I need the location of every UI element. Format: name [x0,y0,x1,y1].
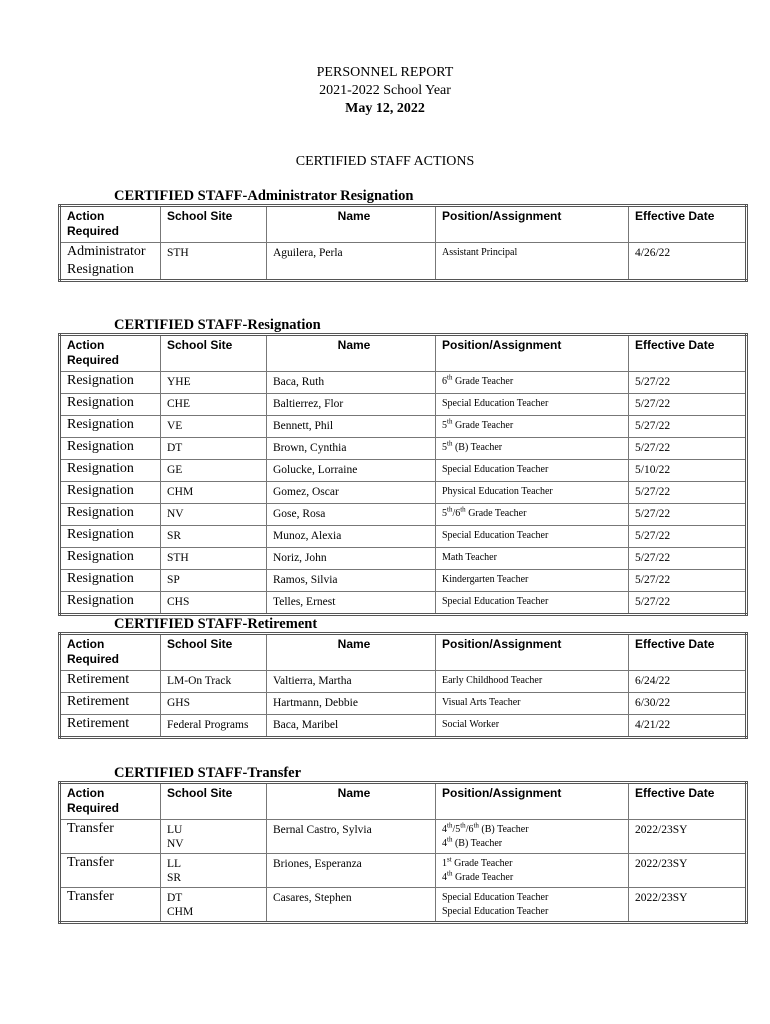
position-cell: Special Education Teacher [436,526,629,548]
name-cell: Telles, Ernest [267,592,436,615]
col-position-header: Position/Assignment [436,335,629,372]
position-cell: 4th/5th/6th (B) Teacher 4th (B) Teacher [436,820,629,854]
section-title-retirement: CERTIFIED STAFF-Retirement [114,616,318,632]
date-cell: 5/27/22 [629,504,747,526]
action-cell: Resignation [60,592,161,615]
action-cell: Administrator Resignation [60,243,161,281]
date-cell: 5/27/22 [629,372,747,394]
table-row [60,416,747,438]
col-date-header: Effective Date [629,634,747,671]
action-cell: Transfer [60,854,161,888]
name-cell: Valtierra, Martha [267,671,436,693]
site-cell: GHS [161,693,267,715]
date-cell: 5/27/22 [629,570,747,592]
report-date: May 12, 2022 [345,101,425,116]
site-cell: CHS [161,592,267,615]
table-row [60,592,747,615]
name-cell: Aguilera, Perla [267,243,436,281]
table-row [60,671,747,693]
name-cell: Bennett, Phil [267,416,436,438]
position-cell: Math Teacher [436,548,629,570]
col-position-header: Position/Assignment [436,783,629,820]
name-cell: Baca, Ruth [267,372,436,394]
table-row [60,570,747,592]
col-action-header: Action Required [60,783,161,820]
position-cell: Special Education Teacher Special Education Teacher [436,888,629,923]
table-header-row [60,783,747,820]
col-action-header: Action Required [60,634,161,671]
date-cell: 5/27/22 [629,416,747,438]
action-cell: Resignation [60,504,161,526]
table-header-row [60,206,747,243]
name-cell: Casares, Stephen [267,888,436,923]
position-cell: Special Education Teacher [436,592,629,615]
name-cell: Baltierrez, Flor [267,394,436,416]
section-title-transfer: CERTIFIED STAFF-Transfer [114,765,302,781]
name-cell: Noriz, John [267,548,436,570]
date-cell: 5/27/22 [629,548,747,570]
site-cell: STH [161,548,267,570]
action-cell: Resignation [60,460,161,482]
action-cell: Transfer [60,820,161,854]
site-cell: STH [161,243,267,281]
date-cell: 5/27/22 [629,592,747,615]
name-cell: Brown, Cynthia [267,438,436,460]
site-cell: CHE [161,394,267,416]
table-row [60,438,747,460]
date-cell: 5/27/22 [629,526,747,548]
retirement-table [58,632,748,739]
table-header-row [60,335,747,372]
admin-resignation-table [58,204,748,282]
site-cell: Federal Programs [161,715,267,738]
date-cell: 5/27/22 [629,438,747,460]
name-cell: Ramos, Silvia [267,570,436,592]
position-cell: Assistant Principal [436,243,629,281]
site-cell: GE [161,460,267,482]
section-title-admin-resignation: CERTIFIED STAFF-Administrator Resignation [114,188,414,204]
section-heading: CERTIFIED STAFF ACTIONS [295,154,475,169]
table-row [60,888,747,923]
date-cell: 2022/23SY [629,854,747,888]
action-cell: Retirement [60,715,161,738]
date-cell: 6/30/22 [629,693,747,715]
name-cell: Golucke, Lorraine [267,460,436,482]
report-title: PERSONNEL REPORT [316,65,454,80]
name-cell: Briones, Esperanza [267,854,436,888]
position-cell: Social Worker [436,715,629,738]
site-cell: DT CHM [161,888,267,923]
table-row [60,526,747,548]
action-cell: Resignation [60,394,161,416]
position-cell: 1st Grade Teacher 4th Grade Teacher [436,854,629,888]
action-cell: Resignation [60,416,161,438]
action-cell: Resignation [60,482,161,504]
position-cell: Physical Education Teacher [436,482,629,504]
col-action-header: Action Required [60,335,161,372]
col-action-header: Action Required [60,206,161,243]
col-name-header: Name [267,783,436,820]
col-date-header: Effective Date [629,206,747,243]
site-cell: LM-On Track [161,671,267,693]
name-cell: Munoz, Alexia [267,526,436,548]
position-cell: Special Education Teacher [436,394,629,416]
action-cell: Resignation [60,372,161,394]
site-cell: LU NV [161,820,267,854]
site-cell: CHM [161,482,267,504]
col-position-header: Position/Assignment [436,634,629,671]
site-cell: NV [161,504,267,526]
position-cell: Visual Arts Teacher [436,693,629,715]
transfer-table [58,781,748,924]
position-cell: 6th Grade Teacher [436,372,629,394]
name-cell: Gomez, Oscar [267,482,436,504]
table-row [60,820,747,854]
table-row [60,548,747,570]
position-cell: 5th (B) Teacher [436,438,629,460]
date-cell: 5/10/22 [629,460,747,482]
position-cell: 5th Grade Teacher [436,416,629,438]
col-name-header: Name [267,634,436,671]
date-cell: 5/27/22 [629,482,747,504]
site-cell: DT [161,438,267,460]
col-site-header: School Site [161,206,267,243]
table-row [60,693,747,715]
col-date-header: Effective Date [629,335,747,372]
report-header [0,64,770,118]
table-row [60,504,747,526]
position-cell: 5th/6th Grade Teacher [436,504,629,526]
name-cell: Hartmann, Debbie [267,693,436,715]
table-row [60,243,747,281]
date-cell: 4/26/22 [629,243,747,281]
position-cell: Early Childhood Teacher [436,671,629,693]
date-cell: 2022/23SY [629,888,747,923]
site-cell: LL SR [161,854,267,888]
table-row [60,482,747,504]
table-row [60,854,747,888]
site-cell: SP [161,570,267,592]
action-cell: Resignation [60,570,161,592]
date-cell: 6/24/22 [629,671,747,693]
position-cell: Special Education Teacher [436,460,629,482]
action-cell: Retirement [60,693,161,715]
site-cell: SR [161,526,267,548]
action-cell: Resignation [60,526,161,548]
col-site-header: School Site [161,335,267,372]
date-cell: 2022/23SY [629,820,747,854]
table-row [60,460,747,482]
action-cell: Retirement [60,671,161,693]
col-site-header: School Site [161,634,267,671]
resignation-table [58,333,748,616]
col-site-header: School Site [161,783,267,820]
site-cell: YHE [161,372,267,394]
table-row [60,394,747,416]
date-cell: 4/21/22 [629,715,747,738]
action-cell: Transfer [60,888,161,923]
position-cell: Kindergarten Teacher [436,570,629,592]
col-name-header: Name [267,206,436,243]
col-date-header: Effective Date [629,783,747,820]
table-row [60,715,747,738]
col-position-header: Position/Assignment [436,206,629,243]
name-cell: Bernal Castro, Sylvia [267,820,436,854]
col-name-header: Name [267,335,436,372]
action-cell: Resignation [60,438,161,460]
action-cell: Resignation [60,548,161,570]
school-year: 2021-2022 School Year [319,83,451,98]
table-header-row [60,634,747,671]
name-cell: Gose, Rosa [267,504,436,526]
site-cell: VE [161,416,267,438]
table-row [60,372,747,394]
date-cell: 5/27/22 [629,394,747,416]
section-title-resignation: CERTIFIED STAFF-Resignation [114,317,321,333]
name-cell: Baca, Maribel [267,715,436,738]
